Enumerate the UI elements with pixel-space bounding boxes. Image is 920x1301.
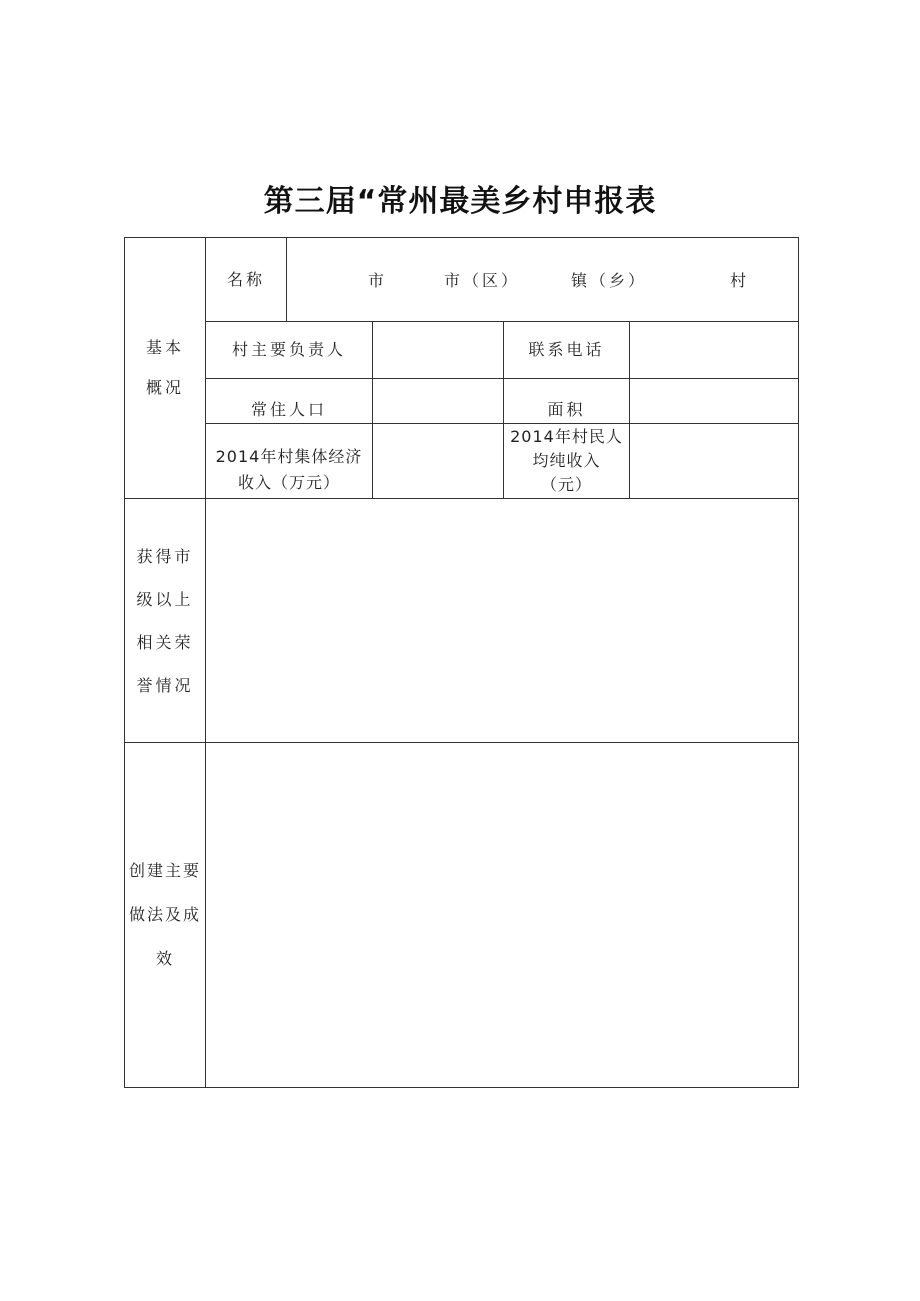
honors-label-line-1: 获得市: [136, 546, 194, 566]
leader-input[interactable]: [373, 322, 503, 378]
practices-label-line-3: 效: [155, 949, 174, 968]
honors-label-line-2: 级以上: [136, 589, 194, 609]
honors-label-line-3: 相关荣: [136, 632, 194, 652]
honors-input-area[interactable]: [206, 499, 798, 742]
basic-label-line-2: 概况: [145, 378, 184, 397]
address-city-label: 市: [368, 271, 388, 290]
honors-label-line-4: 誉情况: [136, 675, 194, 695]
collective-income-label-line-2: 收入（万元）: [237, 473, 340, 492]
name-label: 名称: [226, 269, 265, 289]
practices-input-area[interactable]: [206, 743, 798, 1087]
address-village-label: 村: [730, 271, 750, 290]
collective-income-label: [206, 424, 372, 498]
collective-income-input[interactable]: [373, 424, 503, 498]
per-capita-income-input[interactable]: [630, 424, 798, 498]
honors-section-label: [125, 499, 205, 742]
table-border-right: [798, 237, 799, 1088]
phone-input[interactable]: [630, 322, 798, 378]
population-label: 常住人口: [250, 400, 327, 419]
table-border-bottom: [124, 1087, 799, 1088]
per-capita-label-line-2: 均纯收入: [532, 451, 601, 470]
leader-label: 村主要负责人: [231, 340, 346, 359]
population-input[interactable]: [373, 379, 503, 423]
area-label: 面积: [547, 400, 586, 419]
basic-info-section-label: [125, 238, 205, 498]
page-title: 第三届“常州最美乡村申报表: [263, 184, 657, 219]
basic-label-line-1: 基本: [145, 338, 184, 357]
per-capita-income-label: [504, 424, 629, 498]
address-town-label: 镇（乡）: [571, 271, 648, 290]
collective-income-label-line-1: 2014年村集体经济: [215, 447, 363, 466]
practices-label-line-2: 做法及成: [128, 905, 201, 924]
practices-label-line-1: 创建主要: [128, 861, 201, 880]
address-district-label: 市（区）: [444, 271, 521, 290]
practices-section-label: [125, 743, 205, 1087]
per-capita-label-line-1: 2014年村民人: [510, 427, 623, 446]
area-input[interactable]: [630, 379, 798, 423]
phone-label: 联系电话: [528, 340, 605, 359]
village-address-field[interactable]: [287, 238, 798, 321]
per-capita-label-line-3: （元）: [540, 475, 592, 494]
